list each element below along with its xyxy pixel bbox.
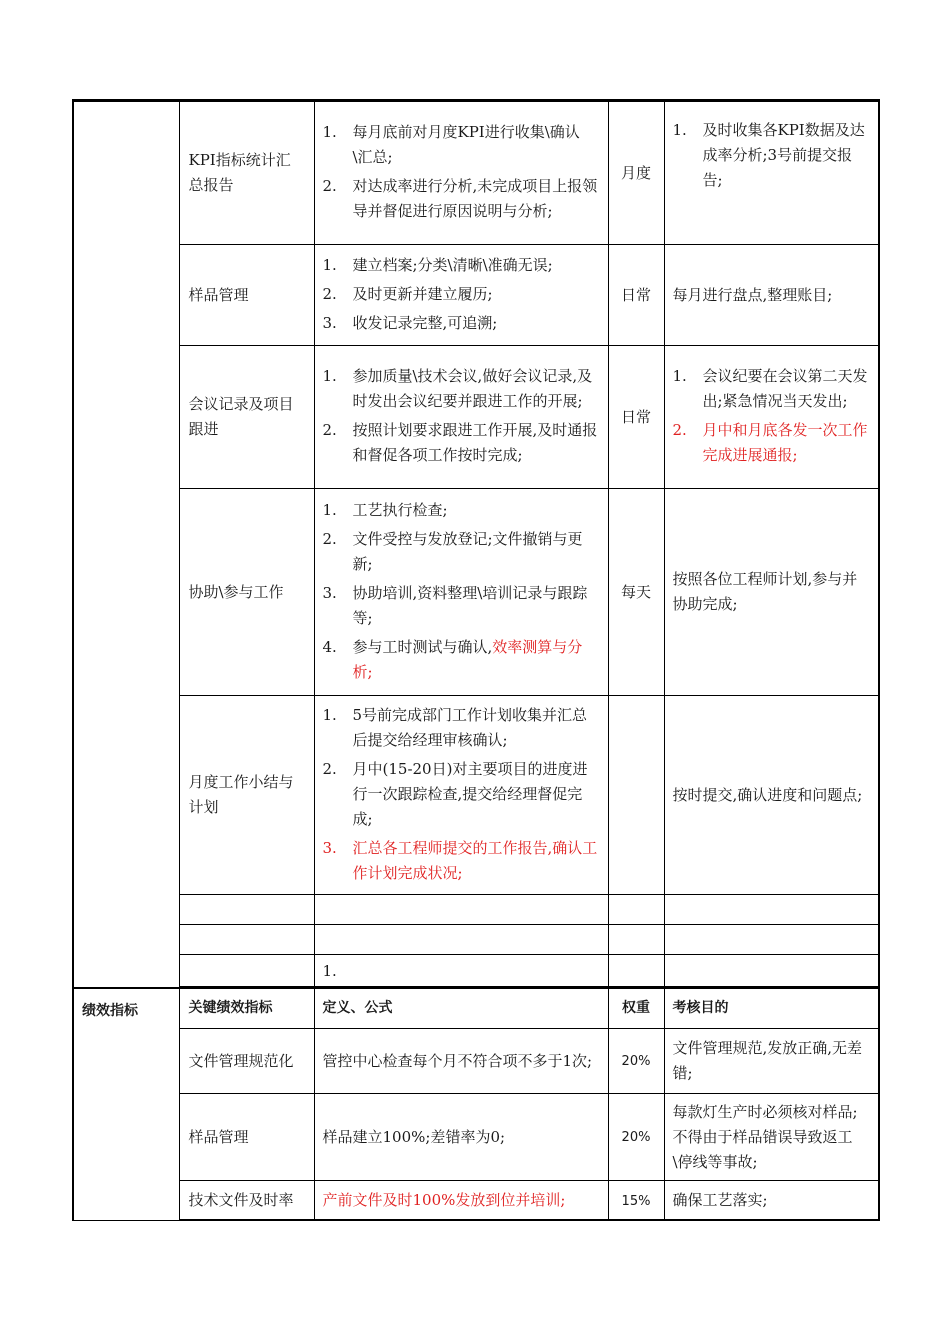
empty-item-number: 1.: [314, 955, 608, 987]
list-item: 1. 建立档案;分类\清晰\准确无误;: [322, 255, 553, 274]
standard: 按时提交,确认进度和问题点;: [664, 696, 879, 895]
standard: 按照各位工程师计划,参与并协助完成;: [664, 489, 879, 696]
job-responsibility-table: [72, 99, 880, 1221]
task-items: [314, 489, 608, 696]
task-name: 协助\参与工作: [179, 489, 314, 696]
task-items: [314, 245, 608, 346]
empty-row: [73, 895, 879, 925]
kpi-header-row: [73, 988, 879, 1029]
task-name: 月度工作小结与计划: [179, 696, 314, 895]
list-item: 3. 汇总各工程师提交的工作报告,确认工作计划完成状况;: [322, 838, 598, 882]
standard: [664, 101, 879, 245]
kpi-row: [73, 1181, 879, 1221]
header-definition: 定义、公式: [314, 988, 608, 1029]
kpi-row: [73, 1094, 879, 1181]
list-item: 2. 文件受控与发放登记;文件撤销与更新;: [322, 529, 583, 573]
task-row: [73, 101, 879, 245]
list-item: 1. 参加质量\技术会议,做好会议记录,及时发出会议纪要并跟进工作的开展;: [322, 367, 593, 410]
list-item: 1. 工艺执行检查;: [322, 500, 448, 519]
task-row: [73, 245, 879, 346]
task-row: [73, 346, 879, 489]
frequency: 月度: [608, 101, 664, 245]
kpi-name: 技术文件及时率: [179, 1181, 314, 1221]
list-item: 2. 按照计划要求跟进工作开展,及时通报和督促各项工作按时完成;: [322, 421, 598, 464]
header-kpi-name: 关键绩效指标: [179, 988, 314, 1029]
kpi-definition: 样品建立100%;差错率为0;: [314, 1094, 608, 1181]
kpi-weight: 20%: [608, 1094, 664, 1181]
kpi-purpose: 每款灯生产时必须核对样品;不得由于样品错误导致返工\停线等事故;: [664, 1094, 879, 1181]
header-weight: 权重: [608, 988, 664, 1029]
kpi-purpose: 确保工艺落实;: [664, 1181, 879, 1221]
list-item: 3. 收发记录完整,可追溯;: [322, 313, 498, 332]
kpi-definition: 管控中心检查每个月不符合项不多于1次;: [314, 1029, 608, 1094]
header-purpose: 考核目的: [664, 988, 879, 1029]
task-items: [314, 696, 608, 895]
list-item: 1. 5号前完成部门工作计划收集并汇总后提交给经理审核确认;: [322, 705, 588, 749]
list-item: 1. 每月底前对月度KPI进行收集\确认\汇总;: [322, 123, 580, 166]
kpi-purpose: 文件管理规范,发放正确,无差错;: [664, 1029, 879, 1094]
task-name: 样品管理: [179, 245, 314, 346]
task-items: [314, 101, 608, 245]
task-items: [314, 346, 608, 489]
task-name: KPI指标统计汇总报告: [179, 101, 314, 245]
list-item: 1. 会议纪要在会议第二天发出;紧急情况当天发出;: [672, 367, 868, 410]
task-name: 会议记录及项目跟进: [179, 346, 314, 489]
list-item: 2. 月中(15-20日)对主要项目的进度进行一次跟踪检查,提交给经理督促完成;: [322, 759, 588, 828]
list-item: 1. 及时收集各KPI数据及达成率分析;3号前提交报告;: [672, 121, 865, 189]
list-item: 2. 对达成率进行分析,未完成项目上报领导并督促进行原因说明与分析;: [322, 177, 598, 220]
kpi-weight: 20%: [608, 1029, 664, 1094]
empty-row: [73, 925, 879, 955]
frequency: 日常: [608, 346, 664, 489]
standard: 每月进行盘点,整理账目;: [664, 245, 879, 346]
list-item: 2. 及时更新并建立履历;: [322, 284, 493, 303]
task-row: [73, 489, 879, 696]
section-label-kpi: 绩效指标: [73, 988, 179, 1220]
kpi-weight: 15%: [608, 1181, 664, 1221]
task-row: [73, 696, 879, 895]
standard: [664, 346, 879, 489]
section-label-cell: [73, 101, 179, 989]
frequency: 日常: [608, 245, 664, 346]
list-item: 3. 协助培训,资料整理\培训记录与跟踪等;: [322, 583, 588, 627]
kpi-name: 文件管理规范化: [179, 1029, 314, 1094]
kpi-name: 样品管理: [179, 1094, 314, 1181]
kpi-row: [73, 1029, 879, 1094]
empty-row: [73, 955, 879, 987]
frequency: [608, 696, 664, 895]
list-item: 2. 月中和月底各发一次工作完成进展通报;: [672, 421, 868, 464]
list-item: 4. 参与工时测试与确认,效率测算与分析;: [322, 637, 583, 681]
kpi-definition: 产前文件及时100%发放到位并培训;: [314, 1181, 608, 1221]
frequency: 每天: [608, 489, 664, 696]
